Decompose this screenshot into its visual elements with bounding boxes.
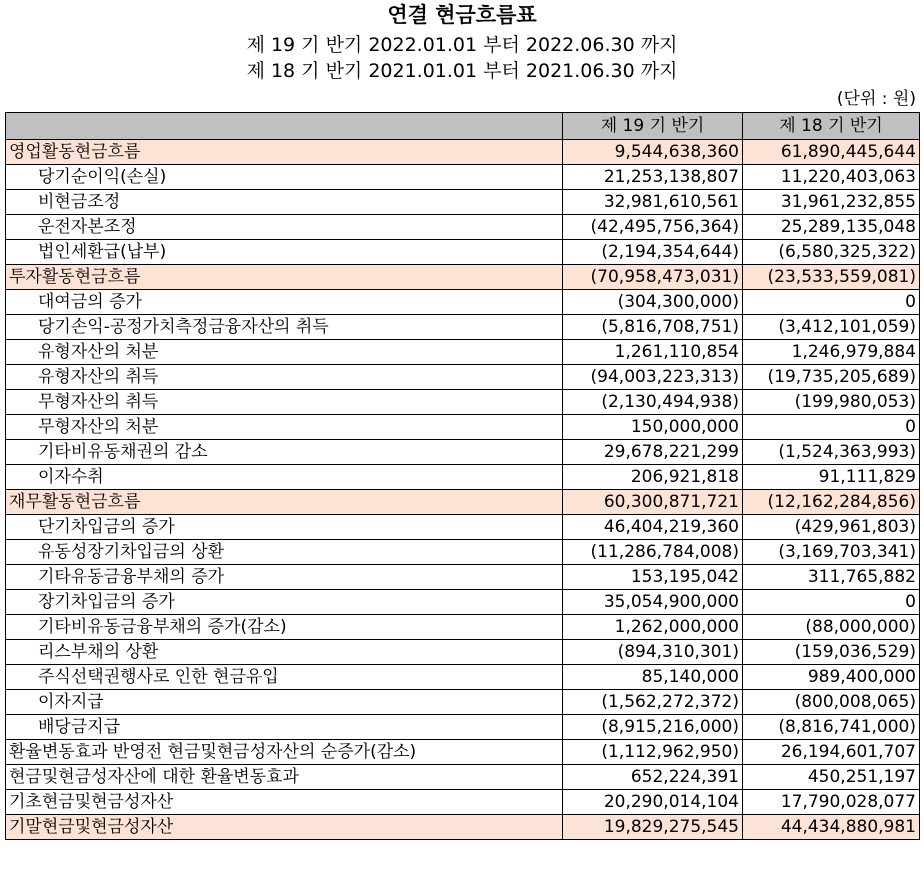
row-label: 기타비유동금융부채의 증가(감소) [6,615,563,640]
row-current-value: 46,404,219,360 [563,515,743,540]
row-label: 이자지급 [6,690,563,715]
row-previous-value: 0 [743,590,920,615]
row-label: 투자활동현금흐름 [6,265,563,290]
table-row [6,615,920,640]
table-row [6,715,920,740]
row-current-value: (11,286,784,008) [563,540,743,565]
row-previous-value: 0 [743,290,920,315]
table-row [6,590,920,615]
row-previous-value: 25,289,135,048 [743,215,920,240]
table-row [6,640,920,665]
header-account [6,113,563,140]
table-row [6,690,920,715]
row-label: 운전자본조정 [6,215,563,240]
row-current-value: (1,562,272,372) [563,690,743,715]
table-row [6,240,920,265]
row-previous-value: 31,961,232,855 [743,190,920,215]
row-label: 기타유동금융부채의 증가 [6,565,563,590]
table-row [6,215,920,240]
row-previous-value: 450,251,197 [743,765,920,790]
row-previous-value: (19,735,205,689) [743,365,920,390]
row-label: 유형자산의 취득 [6,365,563,390]
row-label: 환율변동효과 반영전 현금및현금성자산의 순증가(감소) [6,740,563,765]
row-label: 리스부채의 상환 [6,640,563,665]
table-row [6,665,920,690]
previous-period-line: 제 18 기 반기 2021.01.01 부터 2021.06.30 까지 [246,60,678,82]
row-current-value: 1,261,110,854 [563,340,743,365]
row-label: 이자수취 [6,465,563,490]
row-current-value: (2,194,354,644) [563,240,743,265]
row-label: 유형자산의 처분 [6,340,563,365]
row-previous-value: (199,980,053) [743,390,920,415]
row-current-value: 652,224,391 [563,765,743,790]
table-row [6,565,920,590]
table-row [6,140,920,165]
row-current-value: (894,310,301) [563,640,743,665]
header-current-period: 제 19 기 반기 [563,113,743,140]
table-row [6,190,920,215]
table-row [6,315,920,340]
row-previous-value: 26,194,601,707 [743,740,920,765]
row-previous-value: 311,765,882 [743,565,920,590]
row-label: 법인세환급(납부) [6,240,563,265]
row-current-value: (2,130,494,938) [563,390,743,415]
row-label: 장기차입금의 증가 [6,590,563,615]
row-previous-value: (159,036,529) [743,640,920,665]
row-label: 주식선택권행사로 인한 현금유입 [6,665,563,690]
row-current-value: (1,112,962,950) [563,740,743,765]
row-current-value: 150,000,000 [563,415,743,440]
table-row [6,765,920,790]
header-previous-period: 제 18 기 반기 [743,113,920,140]
row-previous-value: 17,790,028,077 [743,790,920,815]
table-row [6,740,920,765]
cash-flow-table [5,112,920,840]
row-current-value: (5,816,708,751) [563,315,743,340]
row-current-value: 1,262,000,000 [563,615,743,640]
table-header-row [6,113,920,140]
row-current-value: (70,958,473,031) [563,265,743,290]
table-row [6,290,920,315]
row-previous-value: (8,816,741,000) [743,715,920,740]
row-label: 비현금조정 [6,190,563,215]
statement-title: 연결 현금흐름표 [387,3,537,27]
row-label: 대여금의 증가 [6,290,563,315]
row-current-value: (42,495,756,364) [563,215,743,240]
row-current-value: 206,921,818 [563,465,743,490]
row-label: 현금및현금성자산에 대한 환율변동효과 [6,765,563,790]
row-previous-value: 0 [743,415,920,440]
row-current-value: 35,054,900,000 [563,590,743,615]
row-label: 단기차입금의 증가 [6,515,563,540]
row-label: 무형자산의 처분 [6,415,563,440]
row-previous-value: (12,162,284,856) [743,490,920,515]
row-current-value: 60,300,871,721 [563,490,743,515]
row-previous-value: (1,524,363,993) [743,440,920,465]
table-row [6,790,920,815]
row-previous-value: (429,961,803) [743,515,920,540]
row-previous-value: (3,412,101,059) [743,315,920,340]
table-row [6,440,920,465]
row-current-value: (94,003,223,313) [563,365,743,390]
row-label: 영업활동현금흐름 [6,140,563,165]
row-label: 당기손익-공정가치측정금융자산의 취득 [6,315,563,340]
row-previous-value: 989,400,000 [743,665,920,690]
row-current-value: 20,290,014,104 [563,790,743,815]
row-previous-value: 44,434,880,981 [743,815,920,840]
table-row [6,515,920,540]
row-previous-value: (6,580,325,322) [743,240,920,265]
row-label: 배당금지급 [6,715,563,740]
row-current-value: 153,195,042 [563,565,743,590]
row-current-value: 21,253,138,807 [563,165,743,190]
row-label: 유동성장기차입금의 상환 [6,540,563,565]
row-current-value: 29,678,221,299 [563,440,743,465]
row-previous-value: (800,008,065) [743,690,920,715]
table-row [6,540,920,565]
row-label: 기타비유동채권의 감소 [6,440,563,465]
row-current-value: 9,544,638,360 [563,140,743,165]
unit-label: (단위 : 원) [836,89,916,109]
row-current-value: 32,981,610,561 [563,190,743,215]
row-previous-value: (3,169,703,341) [743,540,920,565]
table-body [6,140,920,840]
row-label: 기초현금및현금성자산 [6,790,563,815]
row-current-value: (8,915,216,000) [563,715,743,740]
table-row [6,165,920,190]
table-row [6,390,920,415]
table-row [6,265,920,290]
row-previous-value: 61,890,445,644 [743,140,920,165]
row-previous-value: 11,220,403,063 [743,165,920,190]
current-period-line: 제 19 기 반기 2022.01.01 부터 2022.06.30 까지 [246,34,678,56]
row-previous-value: 1,246,979,884 [743,340,920,365]
row-current-value: 85,140,000 [563,665,743,690]
table-row [6,415,920,440]
row-current-value: 19,829,275,545 [563,815,743,840]
row-previous-value: 91,111,829 [743,465,920,490]
row-label: 재무활동현금흐름 [6,490,563,515]
row-previous-value: (23,533,559,081) [743,265,920,290]
row-previous-value: (88,000,000) [743,615,920,640]
table-row [6,490,920,515]
row-label: 기말현금및현금성자산 [6,815,563,840]
row-label: 당기순이익(손실) [6,165,563,190]
table-row [6,465,920,490]
row-label: 무형자산의 취득 [6,390,563,415]
table-row [6,340,920,365]
table-row [6,815,920,840]
row-current-value: (304,300,000) [563,290,743,315]
table-row [6,365,920,390]
